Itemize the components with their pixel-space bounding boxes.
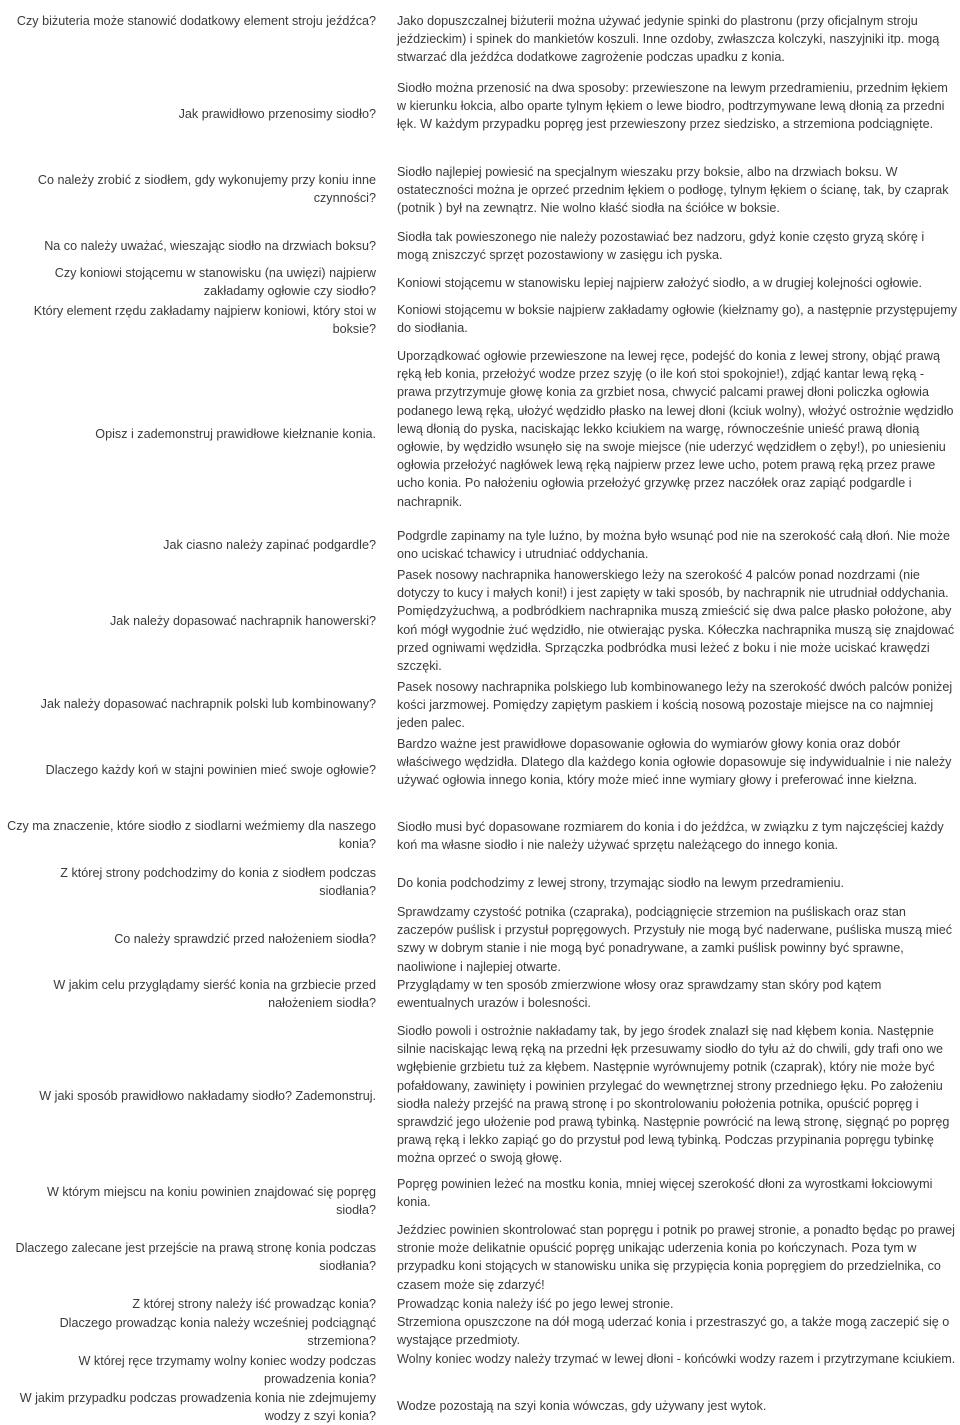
question-13: Z której strony podchodzimy do konia z siodłem podczas siodłania? [60,866,376,898]
answer-2 [397,79,957,134]
answer-paragraph: Jako dopuszczalnej biżuterii można używać jedynie spinki do plastronu (przy oficjalnym stroju jeździeckim) i spinek do mankietów koszuli. Inne ozdoby, zwłaszcza kolczyki, naszyjniki itp. mogą stwarzać dla jeźdźca dodatkowe zagrożenie podczas upadku z konia. [397,14,940,65]
answer-paragraph: Strzemiona opuszczone na dół mogą uderzać konia i przestraszyć go, a także mogą zaczepić się o wystające przedmioty. [397,1315,950,1348]
answer-12 [397,818,957,854]
answer-1 [397,12,957,67]
answer-paragraph: Siodła tak powieszonego nie należy pozostawiać bez nadzoru, gdyż konie często gryzą skórę i mogą zniszczyć sprzęt pozostawiony w zasięgu ich pyska. [397,230,925,263]
answer-paragraph: Prowadząc konia należy iść po jego lewej stronie. [397,1297,674,1311]
question-21: W której ręce trzymamy wolny koniec wodzy podczas prowadzenia konia? [78,1354,376,1386]
answer-10 [397,678,957,733]
question-11: Dlaczego każdy koń w stajni powinien mieć swoje ogłowie? [45,763,376,777]
question-12: Czy ma znaczenie, które siodło z siodlarni weźmiemy dla naszego konia? [7,819,376,851]
answer-9 [397,566,957,675]
answer-18 [397,1221,957,1294]
answer-4 [397,228,957,264]
answer-paragraph: Bardzo ważne jest prawidłowe dopasowanie ogłowia do wymiarów głowy konia oraz dobór właściwego wędzidła. Dlatego dla każdego konia ogłowie dopasowuje się indywidualnie i nie należy używać ogłowia innego konia, który może mieć inne wymiary głowy i preferować inne kiełzna. [397,737,952,788]
question-6: Który element rzędu zakładamy najpierw koniowi, który stoi w boksie? [33,304,376,336]
answer-5 [397,274,957,292]
answer-paragraph: Koniowi stojącemu w stanowisku lepiej najpierw założyć siodło, a w drugiej kolejności ogłowie. [397,276,922,290]
answer-6 [397,301,957,337]
question-2: Jak prawidłowo przenosimy siodło? [178,107,376,121]
answer-paragraph: Wodze pozostają na szyi konia wówczas, gdy używany jest wytok. [397,1399,767,1413]
answer-21 [397,1350,957,1368]
question-18: Dlaczego zalecane jest przejście na prawą stronę konia podczas siodłania? [15,1241,376,1273]
answer-7 [397,347,957,511]
answer-paragraph: Wolny koniec wodzy należy trzymać w lewej dłoni - końcówki wodzy razem i przytrzymane kciukiem. [397,1352,956,1366]
answer-paragraph: Jeździec powinien skontrolować stan popręgu i potnik po prawej stronie, a ponadto będąc po prawej stronie może delikatnie opuścić popręg unikając uderzenia konia po kończynach. Poza tym w przypadku koni stojących w stanowisku unika się przypięcia konia popręgiem do przedzielnika, co czasem może się zdarzyć! [397,1223,955,1292]
question-10: Jak należy dopasować nachrapnik polski lub kombinowany? [40,697,376,711]
answer-paragraph: Pasek nosowy nachrapnika polskiego lub kombinowanego leży na szerokość dwóch palców poniżej kości jarzmowej. Pomiędzy zapiętym paskiem i kością nosową pozostaje miejsce na co najmniej jeden palec. [397,680,953,731]
answer-16 [397,1022,957,1168]
question-8: Jak ciasno należy zapinać podgardle? [163,538,376,552]
answer-22 [397,1397,957,1415]
answer-paragraph: Siodło powoli i ostrożnie nakładamy tak, by jego środek znalazł się nad kłębem konia. Następnie silnie naciskając lewą ręką na przedni łęk przesuwamy siodło do tyłu aż do chwili, gdy trafi ono we wgłębienie grzbietu tuż za kłębem. Następnie wyrównujemy potnik (czaprak), który nie może być pofałdowany, zawinięty i powinien przylegać do wewnętrznej strony przedniego łęku. Po założeniu siodła należy przejść na prawą stronę i po skontrolowaniu położenia potnika, opuścić popręg i sprawdzić jego ułożenie pod prawą tybinką. Następnie powrócić na lewą stronę, sięgnąć po popręg prawą ręką i lekko zapiąć go do przystuł pod lewą tybinką. Podczas przypinania popręgu tybinkę można oprzeć o swoją głowę. [397,1024,950,1166]
answer-paragraph: Popręg powinien leżeć na mostku konia, mniej więcej szerokość dłoni za wyrostkami łokciowymi konia. [397,1177,933,1210]
question-17: W którym miejscu na koniu powinien znajdować się popręg siodła? [47,1185,376,1217]
answer-paragraph: Sprawdzamy czystość potnika (czapraka), podciągnięcie strzemion na puśliskach oraz stan zaczepów puślisk i przystuł popręgowych. Przystuły nie mogą być naderwane, puśliska muszą mieć szwy w dobrym stanie i nie mogą być ponadrywane, a zamki puślisk powinny być sprawne, naoliwione i najlepiej otwarte. [397,905,953,974]
question-4: Na co należy uważać, wieszając siodło na drzwiach boksu? [44,239,376,253]
answer-8 [397,527,957,563]
answer-19 [397,1295,957,1313]
answer-paragraph: Siodło musi być dopasowane rozmiarem do konia i do jeźdźca, w związku z tym najczęściej każdy koń ma własne siodło i nie należy używać sprzętu należącego do innego konia. [397,820,944,853]
answer-paragraph: Podgrdle zapinamy na tyle luźno, by można było wsunąć pod nie na szerokość całą dłoń. Nie może ono uciskać tchawicy i utrudniać oddychania. [397,529,951,562]
answer-14 [397,903,957,976]
question-3: Co należy zrobić z siodłem, gdy wykonujemy przy koniu inne czynności? [37,173,376,205]
answer-paragraph: Siodło można przenosić na dwa sposoby: przewieszone na lewym przedramieniu, przednim łękiem w kierunku łokcia, albo oparte tylnym łękiem o lewe biodro, podtrzymywane lewą dłonią za przedni łęk. W każdym przypadku popręg jest przewieszony przez siedzisko, a strzemiona podciągnięte. [397,81,948,132]
question-1: Czy biżuteria może stanowić dodatkowy element stroju jeźdźca? [16,14,376,28]
answer-15 [397,976,957,1012]
question-22: W jakim przypadku podczas prowadzenia konia nie zdejmujemy wodzy z szyi konia? [19,1391,376,1423]
answer-17 [397,1175,957,1211]
question-7: Opisz i zademonstruj prawidłowe kiełznanie konia. [95,427,376,441]
answer-13 [397,874,957,892]
answer-paragraph: Do konia podchodzimy z lewej strony, trzymając siodło na lewym przedramieniu. [397,876,845,890]
answer-paragraph: Siodło najlepiej powiesić na specjalnym wieszaku przy boksie, albo na drzwiach boksu. W ostateczności można je oprzeć przednim łękiem o podłogę, tylnym łękiem o ścianę, tak, by czaprak (potnik ) był na zewnątrz. Nie wolno kłaść siodła na ściółce w boksie. [397,165,949,216]
answer-3 [397,163,957,218]
question-19: Z której strony należy iść prowadząc konia? [132,1297,376,1311]
question-16: W jaki sposób prawidłowo nakładamy siodło? Zademonstruj. [39,1089,376,1103]
question-15: W jakim celu przyglądamy sierść konia na grzbiecie przed nałożeniem siodła? [53,978,376,1010]
answer-paragraph: Uporządkować ogłowie przewieszone na lewej ręce, podejść do konia z lewej strony, objąć prawą ręką łeb konia, przełożyć wodze przez szyję (o ile koń stoi spokojnie!), zdjąć kantar lewą ręką - prawa przytrzymuje głowę konia za grzbiet nosa, chwycić palcami prawej dłoni policzka ogłowia podanego lewą ręką, ułożyć wędzidło płasko na lewej dłoni (kciuk wolny), włożyć ostrożnie wędzidło lewą dłonią do pyska, naciskając lekko kciukiem na wargę, równocześnie unieść prawą dłonią ogłowie, by wędzidło wsunęło się na swoje miejsce (nie uderzyć wędzidłem o zęby!), po uniesieniu ogłowia przełożyć nagłówek lewą ręką najpierw przez lewe ucho, potem prawą ręką przez prawe ucho konia. Po nałożeniu ogłowia przełożyć grzywkę przez naczółek oraz zapiąć podgardle i nachrapnik. [397,349,954,509]
answer-paragraph: Koniowi stojącemu w boksie najpierw zakładamy ogłowie (kiełznamy go), a następnie przystępujemy do siodłania. [397,303,957,336]
question-20: Dlaczego prowadząc konia należy wcześniej podciągnąć strzemiona? [59,1316,376,1348]
question-14: Co należy sprawdzić przed nałożeniem siodła? [114,932,376,946]
answer-paragraph: Pasek nosowy nachrapnika hanowerskiego leży na szerokość 4 palców ponad nozdrzami (nie dotyczy to kucy i małych koni!) i jest zapięty w taki sposób, by nachrapnik nie utrudniał oddychania. Pomiędzyżuchwą, a podbródkiem nachrapnika muszą zmieścić się dwa palce płasko położone, aby koń mógł wygodnie żuć wędzidło, nie otwierając pyska. Kółeczka nachrapnika muszą się znajdować przed ogniwami wędzidła. Sprzączka podbródka musi leżeć z boku i nie może uciskać krawędzi szczęki. [397,568,955,674]
answer-20 [397,1313,957,1349]
question-9: Jak należy dopasować nachrapnik hanowerski? [109,614,376,628]
question-5: Czy koniowi stojącemu w stanowisku (na uwięzi) najpierw zakładamy ogłowie czy siodło? [54,266,376,298]
answer-paragraph: Przyglądamy w ten sposób zmierzwione włosy oraz sprawdzamy stan skóry pod kątem ewentualnych urazów i bolesności. [397,978,882,1011]
answer-11 [397,735,957,790]
